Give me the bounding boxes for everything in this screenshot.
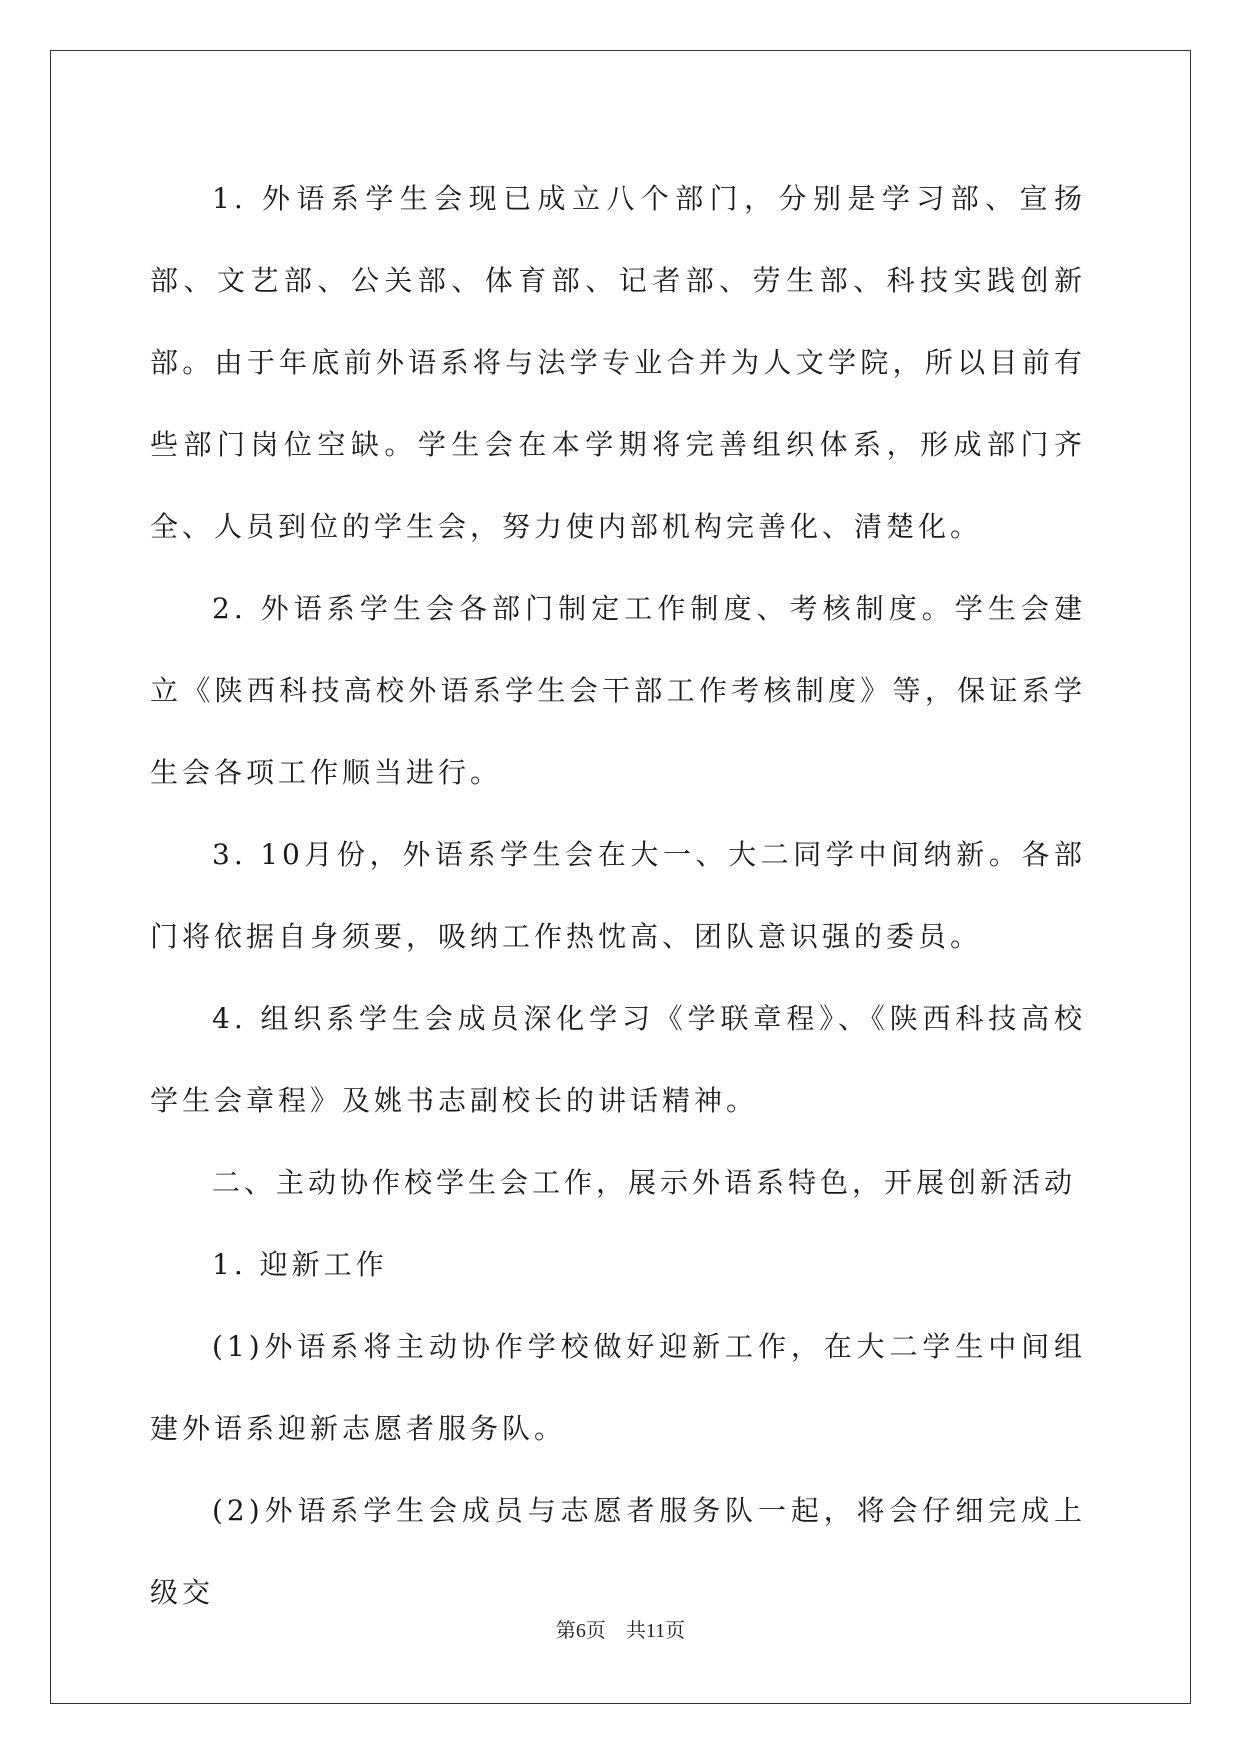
page-total: 共11页 — [625, 1620, 686, 1642]
subsection-heading: 1. 迎新工作 — [212, 1248, 388, 1281]
paragraph: 1. 外语系学生会现已成立八个部门，分别是学习部、宣扬部、文艺部、公关部、体育部、记者部、劳生部、科技实践创新部。由于年底前外语系将与法学专业合并为人文学院，所以目前有些部门岗位空缺。学生会在本学期将完善组织体系，形成部门齐全、人员到位的学生会，努力使内部机构完善化、清楚化。 — [150, 182, 1086, 543]
paragraph: (1)外语系将主动协作学校做好迎新工作，在大二学生中间组建外语系迎新志愿者服务队。 — [150, 1330, 1086, 1445]
paragraph: 3. 10月份，外语系学生会在大一、大二同学中间纳新。各部门将依据自身须要，吸纳工作热忱高、团队意识强的委员。 — [150, 838, 1086, 953]
document-body — [150, 158, 1086, 1634]
paragraph: (2)外语系学生会成员与志愿者服务队一起，将会仔细完成上级交 — [150, 1494, 1086, 1609]
section-heading: 二、主动协作校学生会工作，展示外语系特色，开展创新活动 — [212, 1166, 1077, 1199]
paragraph: 2. 外语系学生会各部门制定工作制度、考核制度。学生会建立《陕西科技高校外语系学生会干部工作考核制度》等，保证系学生会各项工作顺当进行。 — [150, 592, 1086, 789]
paragraph: 4. 组织系学生会成员深化学习《学联章程》、《陕西科技高校学生会章程》及姚书志副校长的讲话精神。 — [150, 1002, 1086, 1117]
page-number: 第6页 — [555, 1620, 606, 1642]
page-footer — [0, 1614, 1241, 1643]
